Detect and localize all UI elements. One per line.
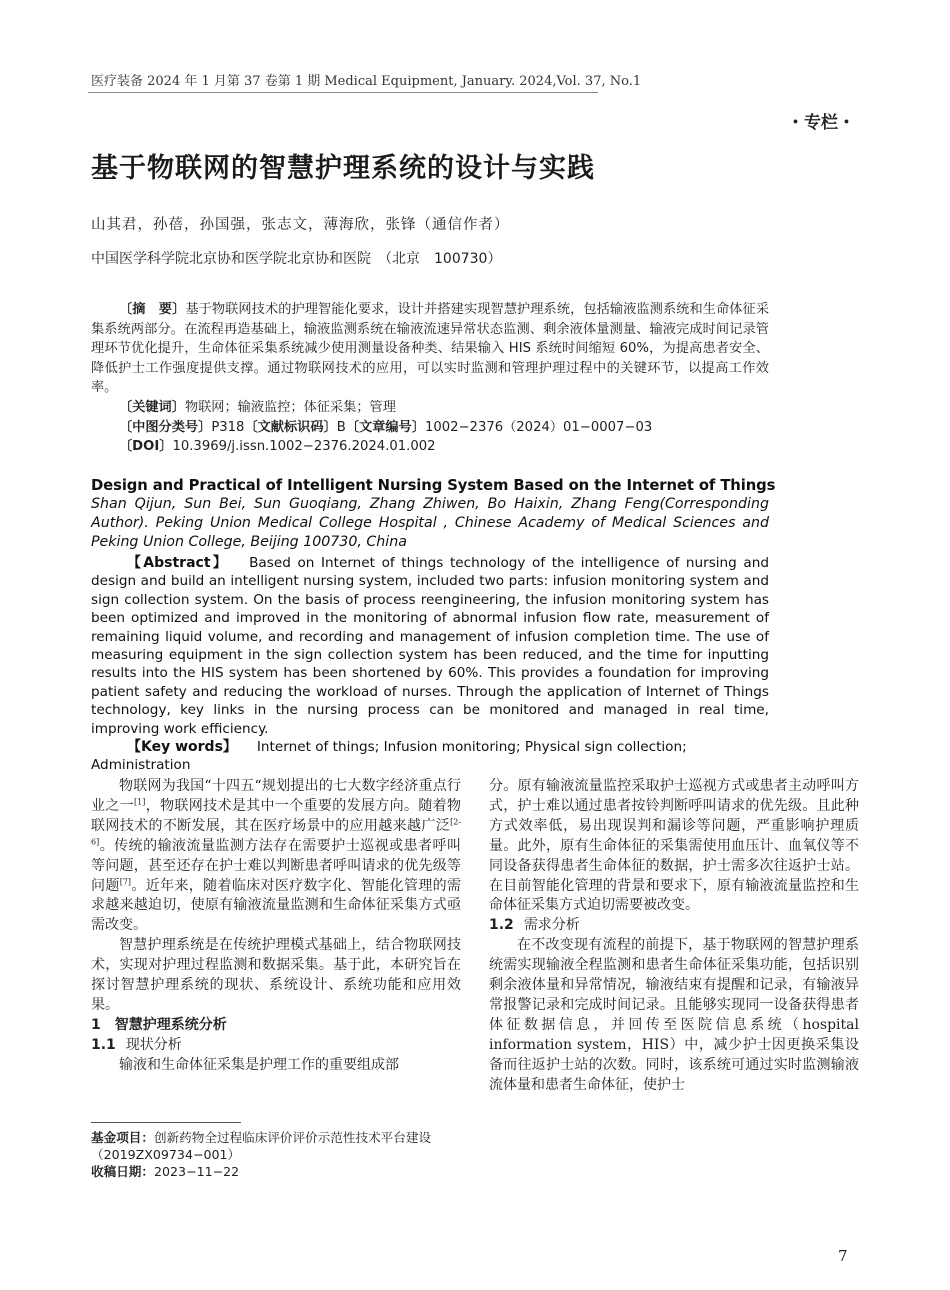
cn-keywords xyxy=(91,398,769,418)
subsection-number: 1.2 xyxy=(489,917,514,934)
subsection-heading xyxy=(91,1036,461,1056)
english-authors: Shan Qijun, Sun Bei, Sun Guoqiang, Zhang Zhiwen, Bo Haixin, Zhang Feng(Corresponding Author). Peking Union Medical College Hospital , Chinese Academy of Medical Sciences and Peking Union College, Beijing 100730, China xyxy=(91,496,769,550)
english-abstract-text: Based on Internet of things technology of the intelligence of nursing and design and build an intelligent nursing system, included two parts: infusion monitoring system and sign collection system. On the basis of process reengineering, the infusion monitoring system has been optimized and improved in the monitoring of abnormal infusion flow rate, measurement of remaining liquid volume, and recording and management of infusion completion time. The use of measuring equipment in the sign collection system has been reduced, and the time for inputting results into the HIS system has been shortened by 60%. This provides a foundation for improving patient safety and reducing the workload of nurses. Through the application of Internet of Things technology, key links in the nursing process can be monitored and managed in real time, improving work efficiency. xyxy=(91,555,769,737)
clc-text: P318 xyxy=(211,419,245,435)
article-no-text: 1002−2376（2024）01−0007−03 xyxy=(424,419,653,435)
body-paragraph: 分。原有输液流量监控采取护士巡视方式或患者主动呼叫方式，护士难以通过患者按铃判断呼叫请求的优先级。且此种方式效率低，易出现误判和漏诊等问题，严重影响护理质量。此外，原有生命体征的采集需使用血压计、血氧仪等不同设备获得患者生命体征的数据，护士需多次往返护士站。在目前智能化管理的背景和要求下，原有输液流量监控和生命体征采集方式迫切需要被改变。 xyxy=(489,778,859,914)
column-tag: ・专栏・ xyxy=(787,113,855,133)
doi-label: 〔DOI〕 xyxy=(119,439,173,455)
fund-text: 创新药物全过程临床评价评价示范性技术平台建设（2019ZX09734−001） xyxy=(91,1130,432,1162)
chinese-abstract xyxy=(91,300,769,457)
fund-line xyxy=(91,1129,461,1163)
cn-keywords-text: 物联网；输液监控；体征采集；管理 xyxy=(184,399,396,415)
cn-keywords-label: 〔关键词〕 xyxy=(119,399,185,415)
english-title: Design and Practical of Intelligent Nursing System Based on the Internet of Things xyxy=(91,477,776,494)
english-abstract xyxy=(91,554,769,738)
cn-doi xyxy=(91,437,769,457)
citation: [7] xyxy=(119,876,132,886)
date-text: 2023−11−22 xyxy=(153,1164,240,1179)
section-heading xyxy=(91,1016,461,1036)
english-keywords-text: Internet of things; Infusion monitoring; Physical sign collection; Administration xyxy=(91,739,687,774)
body-paragraph: 输液和生命体征采集是护理工作的重要组成部 xyxy=(119,1056,399,1073)
date-label: 收稿日期： xyxy=(91,1164,154,1179)
footnote-divider xyxy=(91,1122,241,1123)
body-paragraph xyxy=(91,777,461,936)
subsection-number: 1.1 xyxy=(91,1036,116,1053)
header-divider xyxy=(88,92,598,93)
fund-label: 基金项目： xyxy=(91,1130,154,1145)
doc-code-label: 〔文献标识码〕 xyxy=(244,419,337,435)
journal-header: 医疗装备 2024 年 1 月第 37 卷第 1 期 Medical Equipment, January. 2024,Vol. 37, No.1 xyxy=(91,74,642,89)
body-paragraph: 在不改变现有流程的前提下，基于物联网的智慧护理系统需实现输液全程监测和患者生命体征采集功能，包括识别剩余液体量和异常情况，输液结束有提醒和记录，有输液异常报警记录和完成时间记录。且能够实现同一设备获得患者体征数据信息，并回传至医院信息系统（hospital information system，HIS）中，减少护士因更换采集设备而往返护士站的次数。同时，该系统可通过实时监测输液流体量和患者生命体征，使护士 xyxy=(489,937,859,1093)
section-title: 智慧护理系统分析 xyxy=(114,1016,227,1033)
section-number: 1 xyxy=(91,1016,101,1033)
received-date-line xyxy=(91,1163,461,1180)
paper-title: 基于物联网的智慧护理系统的设计与实践 xyxy=(91,153,595,184)
doi-text: 10.3969/j.issn.1002−2376.2024.01.002 xyxy=(172,439,436,455)
english-abstract-label: 【Abstract】 xyxy=(127,555,230,571)
cn-abstract-text: 基于物联网技术的护理智能化要求，设计并搭建实现智慧护理系统，包括输液监测系统和生命体征采集系统两部分。在流程再造基础上，输液监测系统在输液流速异常状态监测、剩余液体量测量、输液完成时间记录管理环节优化提升，生命体征采集系统减少使用测量设备种类、结果输入 HIS 系统时间缩短 60%，为提高患者安全、降低护士工作强度提供支撑。通过物联网技术的应用，可以实时监测和管理护理过程中的关键环节，以提高工作效率。 xyxy=(91,302,770,396)
article-no-label: 〔文章编号〕 xyxy=(345,419,425,435)
body-text: 物联网为我国“十四五“规划提出的七大数字经济重点行业之一 xyxy=(91,778,461,814)
body-column-right xyxy=(489,777,859,1096)
citation: [1] xyxy=(134,797,146,807)
citation: [2-6] xyxy=(91,817,461,847)
doc-code-text: B xyxy=(336,419,346,435)
clc-label: 〔中图分类号〕 xyxy=(119,419,212,435)
subsection-title: 需求分析 xyxy=(523,917,580,934)
body-text: 。传统的输液流量监测方法存在需要护士巡视或患者呼叫等问题，甚至还存在护士难以判断患者呼叫请求的优先级等问题 xyxy=(91,837,461,894)
english-abstract-block xyxy=(91,476,776,775)
cn-classification xyxy=(91,418,769,438)
english-keywords xyxy=(91,738,769,775)
cn-abstract-label: 〔摘 要〕 xyxy=(119,302,186,317)
body-text: 。近年来，随着临床对医疗数字化、智能化管理的需求越来越迫切，使原有输液流量监测和生命体征采集方式亟需改变。 xyxy=(91,877,462,934)
english-keywords-label: 【Key words】 xyxy=(127,739,237,756)
body-paragraph: 智慧护理系统是在传统护理模式基础上，结合物联网技术，实现对护理过程监测和数据采集。基于此，本研究旨在探讨智慧护理系统的现状、系统设计、系统功能和应用效果。 xyxy=(91,937,461,1013)
affiliation: 中国医学科学院北京协和医学院北京协和医院 （北京 100730） xyxy=(91,251,502,267)
cn-abstract-paragraph xyxy=(91,300,769,398)
subsection-title: 现状分析 xyxy=(125,1036,182,1053)
subsection-heading xyxy=(489,916,859,936)
author-list: 山其君，孙蓓，孙国强，张志文，薄海欣，张锋（通信作者） xyxy=(91,217,510,233)
body-text: ，物联网技术是其中一个重要的发展方向。随着物联网技术的不断发展，其在医疗场景中的应用越来越广泛 xyxy=(91,797,462,834)
body-column-left xyxy=(91,777,461,1076)
footnote xyxy=(91,1129,461,1180)
page-number: 7 xyxy=(838,1247,848,1265)
